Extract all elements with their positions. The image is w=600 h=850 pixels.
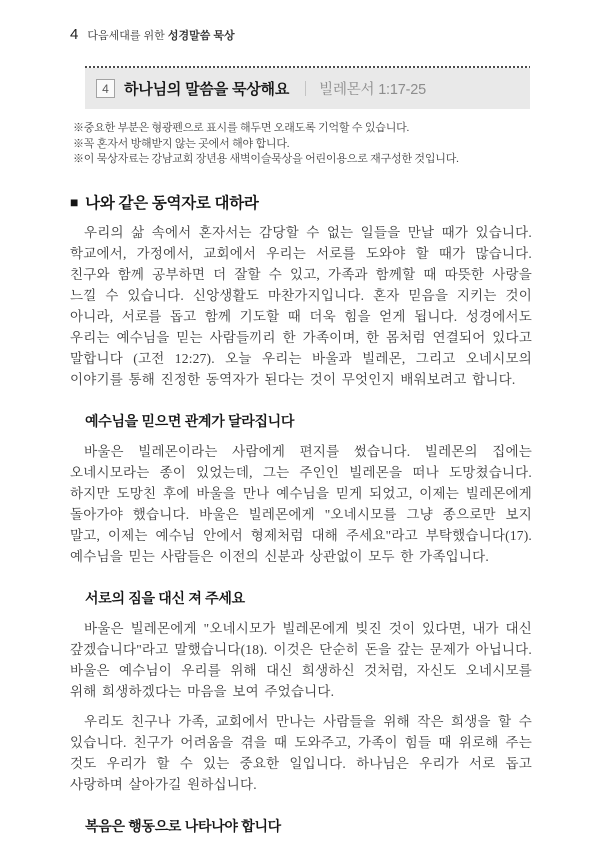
section-heading	[70, 191, 600, 213]
scripture-reference: 빌레몬서 1:17-25	[319, 82, 426, 98]
series-title-bold: 성경말씀 묵상	[167, 30, 235, 42]
page-number: 4	[70, 26, 79, 43]
subsection-heading-3: 복음은 행동으로 나타나야 합니다	[85, 817, 281, 834]
step-number-badge: 4	[96, 79, 115, 98]
subsection-heading-2: 서로의 짐을 대신 져 주세요	[85, 589, 245, 606]
note-line: ※이 묵상자료는 강남교회 장년용 새벽이슬묵상을 어린이용으로 재구성한 것입니다.	[73, 153, 459, 165]
running-head-text	[87, 27, 234, 43]
note-line: ※중요한 부분은 형광펜으로 표시를 해두면 오래도록 기억할 수 있습니다.	[73, 122, 410, 134]
subsection-2-paragraph-1: 바울은 빌레몬에게 "오네시모가 빌레몬에게 빚진 것이 있다면, 내가 대신 갚겠습니다"라고 말했습니다(18). 이것은 단순히 돈을 갚는 문제가 아닙니다. 바울은 예수님이 우리를 위해 대신 희생하신 것처럼, 자신도 오네시모를 위해 희생하겠다는 마음을 보여 주었습니다.	[70, 620, 532, 699]
section-heading-text: 나와 같은 동역자로 대하라	[85, 194, 259, 212]
subsection-heading-1: 예수님을 믿으면 관계가 달라집니다	[85, 412, 295, 429]
title-box-body	[85, 68, 530, 109]
subsection-1-paragraph: 바울은 빌레몬이라는 사람에게 편지를 썼습니다. 빌레몬의 집에는 오네시모라는 종이 있었는데, 그는 주인인 빌레몬을 떠나 도망쳤습니다. 하지만 도망친 후에 바울을 만나 예수님을 믿게 되었고, 이제는 빌레몬에게 돌아가야 했습니다. 바울은 빌레몬에게 "오네시모를 그냥 종으로만 보지 말고, 이제는 예수님 안에서 형제처럼 대해 주세요"라고 부탁했습니다(17). 예수님을 믿는 사람들은 이전의 신분과 상관없이 모두 한 가족입니다.	[70, 443, 532, 564]
series-title-regular: 다음세대를 위한	[87, 30, 165, 42]
instruction-notes	[73, 121, 540, 168]
note-line: ※꼭 혼자서 방해받지 않는 곳에서 해야 합니다.	[73, 137, 290, 150]
subsection-2-paragraph-2: 우리도 친구나 가족, 교회에서 만나는 사람들을 위해 작은 희생을 할 수 있습니다. 친구가 어려움을 겪을 때 도와주고, 가족이 힘들 때 위로해 주는 것도 우리가 할 수 있는 중요한 일입니다. 하나님은 우리가 서로 돕고 사랑하며 살아가길 원하십니다.	[70, 713, 532, 792]
title-divider	[305, 81, 306, 96]
meditation-title-box	[85, 66, 530, 109]
square-bullet-icon: ■	[70, 193, 79, 210]
intro-paragraph: 우리의 삶 속에서 혼자서는 감당할 수 없는 일들을 만날 때가 있습니다. 학교에서, 가정에서, 교회에서 우리는 서로를 도와야 할 때가 많습니다. 친구와 함께 공부하면 더 잘할 수 있고, 가족과 함께할 때 따뜻한 사랑을 느낄 수 있습니다. 신앙생활도 마찬가지입니다. 혼자 믿음을 지키는 것이 아니라, 서로를 돕고 함께 기도할 때 더욱 힘을 얻게 됩니다. 성경에서도 우리는 예수님을 믿는 사람들끼리 한 가족이며, 한 몸처럼 연결되어 있다고 말합니다 (고전 12:27). 오늘 우리는 바울과 빌레몬, 그리고 오네시모의 이야기를 통해 진정한 동역자가 된다는 것이 무엇인지 배워보려고 합니다.	[70, 224, 532, 387]
running-head	[0, 0, 600, 43]
box-title: 하나님의 말씀을 묵상해요	[124, 81, 290, 98]
